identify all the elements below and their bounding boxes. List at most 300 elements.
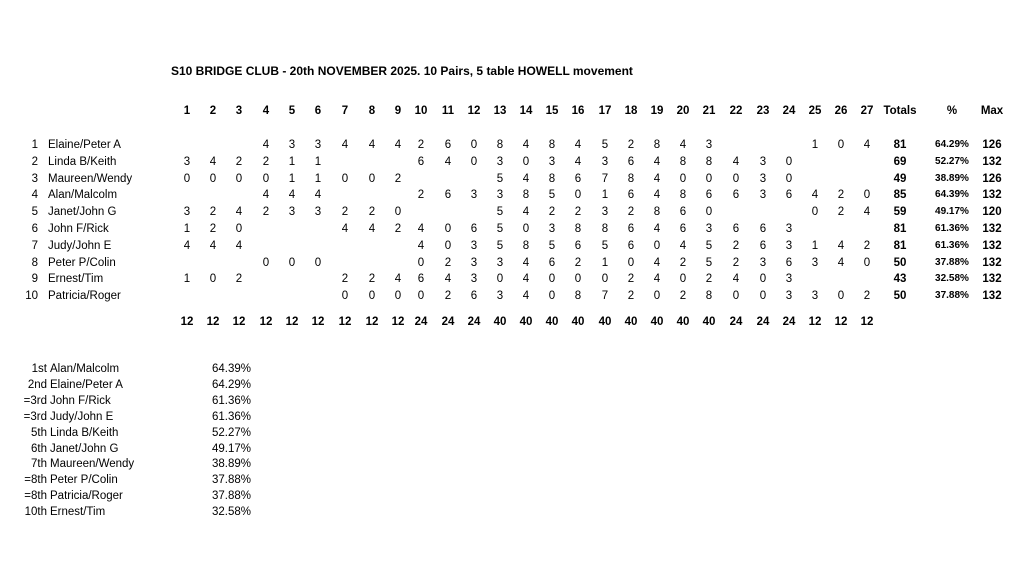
column-max: 40	[519, 316, 533, 328]
score-cell: 0	[863, 189, 871, 201]
score-cell: 3	[496, 156, 504, 168]
score-cell: 3	[314, 139, 322, 151]
score-cell: 4	[394, 139, 402, 151]
score-cell: 1	[288, 156, 296, 168]
score-cell: 1	[601, 189, 609, 201]
column-max: 40	[702, 316, 716, 328]
score-cell: 6	[732, 189, 740, 201]
pair-name: Ernest/Tim	[48, 273, 104, 285]
score-cell: 6	[627, 156, 635, 168]
column-header: 26	[834, 105, 848, 117]
column-header: 6	[314, 105, 322, 117]
totals-header: Totals	[883, 105, 917, 117]
ranking-name: Alan/Malcolm	[50, 363, 120, 375]
ranking-percent: 61.36%	[212, 395, 252, 407]
score-cell: 6	[759, 240, 767, 252]
score-cell: 4	[368, 139, 376, 151]
score-cell: 8	[627, 173, 635, 185]
score-cell: 3	[785, 273, 793, 285]
score-cell: 3	[785, 290, 793, 302]
ranking-percent: 37.88%	[212, 490, 252, 502]
score-cell: 4	[183, 240, 191, 252]
ranking-name: Judy/John E	[50, 411, 114, 423]
percent-header: %	[946, 105, 958, 117]
column-header: 12	[467, 105, 481, 117]
score-cell: 1	[288, 173, 296, 185]
score-cell: 6	[759, 223, 767, 235]
column-max: 24	[467, 316, 481, 328]
column-header: 1	[183, 105, 191, 117]
column-header: 9	[394, 105, 402, 117]
score-cell: 2	[837, 206, 845, 218]
column-max: 12	[285, 316, 299, 328]
column-max: 12	[338, 316, 352, 328]
score-cell: 4	[522, 206, 530, 218]
score-cell: 0	[548, 273, 556, 285]
score-cell: 0	[444, 223, 452, 235]
score-cell: 0	[183, 173, 191, 185]
score-cell: 8	[653, 206, 661, 218]
ranking-name: John F/Rick	[50, 395, 111, 407]
ranking-row	[0, 394, 300, 410]
score-cell: 1	[314, 156, 322, 168]
pair-number: 4	[31, 189, 38, 201]
score-cell: 4	[444, 156, 452, 168]
score-cell: 0	[785, 173, 793, 185]
score-cell: 0	[811, 206, 819, 218]
score-cell: 3	[470, 257, 478, 269]
score-cell: 5	[601, 139, 609, 151]
score-cell: 2	[679, 257, 687, 269]
score-cell: 4	[341, 139, 349, 151]
score-cell: 8	[522, 189, 530, 201]
score-cell: 0	[705, 206, 713, 218]
pair-name: Janet/John G	[48, 206, 117, 218]
total-cell: 81	[893, 240, 907, 252]
ranking-name: Patricia/Roger	[50, 490, 123, 502]
percent-cell: 64.29%	[935, 139, 969, 150]
score-cell: 0	[288, 257, 296, 269]
score-cell: 4	[368, 223, 376, 235]
ranking-percent: 32.58%	[212, 506, 252, 518]
column-max: 40	[571, 316, 585, 328]
score-cell: 0	[653, 290, 661, 302]
column-max: 24	[414, 316, 428, 328]
score-cell: 4	[653, 173, 661, 185]
score-cell: 0	[368, 290, 376, 302]
score-cell: 4	[417, 240, 425, 252]
pair-number: 6	[31, 223, 38, 235]
score-cell: 0	[653, 240, 661, 252]
column-max: 12	[311, 316, 325, 328]
score-cell: 0	[574, 273, 582, 285]
score-cell: 4	[653, 156, 661, 168]
percent-cell: 52.27%	[935, 156, 969, 167]
score-cell: 0	[627, 257, 635, 269]
score-cell: 6	[444, 139, 452, 151]
score-cell: 3	[470, 273, 478, 285]
score-cell: 1	[811, 139, 819, 151]
score-cell: 2	[548, 206, 556, 218]
column-max: 12	[232, 316, 246, 328]
ranking-position: 7th	[31, 458, 47, 470]
total-cell: 59	[893, 206, 907, 218]
score-cell: 2	[732, 240, 740, 252]
score-cell: 0	[470, 139, 478, 151]
pair-name: Patricia/Roger	[48, 290, 121, 302]
score-cell: 2	[627, 290, 635, 302]
score-cell: 7	[601, 173, 609, 185]
ranking-position: =3rd	[23, 411, 47, 423]
score-cell: 3	[548, 156, 556, 168]
column-header: 7	[341, 105, 349, 117]
pair-name: Linda B/Keith	[48, 156, 117, 168]
score-cell: 3	[496, 257, 504, 269]
score-cell: 8	[705, 290, 713, 302]
max-cell: 132	[982, 290, 1002, 302]
score-cell: 3	[811, 290, 819, 302]
score-cell: 2	[394, 173, 402, 185]
total-cell: 69	[893, 156, 907, 168]
score-cell: 0	[548, 290, 556, 302]
ranking-row	[0, 457, 300, 473]
score-cell: 2	[235, 156, 243, 168]
score-cell: 3	[759, 173, 767, 185]
total-cell: 50	[893, 290, 907, 302]
score-cell: 2	[394, 223, 402, 235]
score-cell: 0	[705, 173, 713, 185]
column-header: 8	[368, 105, 376, 117]
score-cell: 4	[341, 223, 349, 235]
column-header: 17	[598, 105, 612, 117]
column-header: 21	[702, 105, 716, 117]
score-cell: 4	[863, 139, 871, 151]
column-header: 22	[729, 105, 743, 117]
score-cell: 0	[209, 173, 217, 185]
pair-number: 2	[31, 156, 38, 168]
score-cell: 3	[785, 223, 793, 235]
score-cell: 0	[496, 273, 504, 285]
ranking-row	[0, 505, 300, 521]
pair-name: Elaine/Peter A	[48, 139, 121, 151]
ranking-percent: 61.36%	[212, 411, 252, 423]
ranking-position: 5th	[31, 427, 47, 439]
score-cell: 8	[496, 139, 504, 151]
max-cell: 126	[982, 139, 1002, 151]
ranking-name: Janet/John G	[50, 443, 119, 455]
ranking-name: Ernest/Tim	[50, 506, 106, 518]
percent-cell: 37.88%	[935, 257, 969, 268]
ranking-name: Peter P/Colin	[50, 474, 118, 486]
score-cell: 0	[341, 290, 349, 302]
score-cell: 3	[288, 206, 296, 218]
score-cell: 2	[574, 257, 582, 269]
score-cell: 6	[785, 257, 793, 269]
score-cell: 4	[209, 240, 217, 252]
score-cell: 6	[679, 223, 687, 235]
score-cell: 4	[288, 189, 296, 201]
ranking-position: 2nd	[27, 379, 47, 391]
ranking-position: 10th	[24, 506, 47, 518]
score-cell: 4	[522, 173, 530, 185]
percent-cell: 61.36%	[935, 240, 969, 251]
score-cell: 6	[417, 156, 425, 168]
score-cell: 4	[811, 189, 819, 201]
score-cell: 2	[732, 257, 740, 269]
total-cell: 50	[893, 257, 907, 269]
ranking-row	[0, 442, 300, 458]
pair-name: John F/Rick	[48, 223, 109, 235]
column-max: 12	[180, 316, 194, 328]
max-cell: 132	[982, 156, 1002, 168]
score-cell: 4	[235, 240, 243, 252]
score-cell: 3	[548, 223, 556, 235]
score-cell: 4	[574, 139, 582, 151]
score-cell: 3	[496, 290, 504, 302]
score-cell: 0	[574, 189, 582, 201]
ranking-position: =8th	[24, 490, 47, 502]
score-cell: 0	[262, 173, 270, 185]
score-cell: 0	[732, 173, 740, 185]
pair-number: 8	[31, 257, 38, 269]
score-cell: 0	[679, 173, 687, 185]
total-cell: 81	[893, 223, 907, 235]
column-header: 24	[782, 105, 796, 117]
score-cell: 3	[470, 240, 478, 252]
score-cell: 2	[444, 257, 452, 269]
total-cell: 85	[893, 189, 907, 201]
score-cell: 0	[262, 257, 270, 269]
score-cell: 3	[705, 223, 713, 235]
score-cell: 8	[705, 156, 713, 168]
pair-number: 1	[31, 139, 38, 151]
pair-number: 5	[31, 206, 38, 218]
score-cell: 6	[732, 223, 740, 235]
score-cell: 2	[417, 189, 425, 201]
score-cell: 8	[653, 139, 661, 151]
score-cell: 5	[496, 223, 504, 235]
score-cell: 0	[417, 257, 425, 269]
ranking-percent: 37.88%	[212, 474, 252, 486]
column-max: 24	[756, 316, 770, 328]
ranking-row	[0, 378, 300, 394]
score-cell: 0	[394, 206, 402, 218]
column-header: 15	[545, 105, 559, 117]
max-cell: 132	[982, 240, 1002, 252]
score-cell: 5	[548, 240, 556, 252]
score-cell: 1	[183, 273, 191, 285]
column-max: 40	[624, 316, 638, 328]
score-cell: 3	[759, 257, 767, 269]
ranking-percent: 52.27%	[212, 427, 252, 439]
column-header: 20	[676, 105, 690, 117]
score-cell: 3	[183, 206, 191, 218]
ranking-row	[0, 489, 300, 505]
score-cell: 4	[732, 273, 740, 285]
score-cell: 4	[394, 273, 402, 285]
score-cell: 0	[235, 173, 243, 185]
score-cell: 4	[444, 273, 452, 285]
column-max: 40	[545, 316, 559, 328]
score-cell: 4	[863, 206, 871, 218]
score-cell: 2	[444, 290, 452, 302]
score-cell: 3	[759, 189, 767, 201]
score-cell: 4	[209, 156, 217, 168]
score-cell: 4	[314, 189, 322, 201]
column-max: 40	[676, 316, 690, 328]
max-header: Max	[980, 105, 1004, 117]
ranking-name: Elaine/Peter A	[50, 379, 123, 391]
ranking-position: 6th	[31, 443, 47, 455]
score-cell: 6	[705, 189, 713, 201]
score-cell: 4	[262, 189, 270, 201]
score-cell: 1	[314, 173, 322, 185]
score-cell: 0	[601, 273, 609, 285]
score-cell: 2	[262, 206, 270, 218]
score-cell: 0	[759, 273, 767, 285]
ranking-position: =3rd	[23, 395, 47, 407]
score-cell: 3	[811, 257, 819, 269]
page-title: S10 BRIDGE CLUB - 20th NOVEMBER 2025. 10 Pairs, 5 table HOWELL movement	[171, 64, 633, 78]
score-cell: 3	[496, 189, 504, 201]
score-cell: 8	[548, 173, 556, 185]
column-header: 10	[414, 105, 428, 117]
score-cell: 0	[522, 223, 530, 235]
column-header: 25	[808, 105, 822, 117]
score-cell: 4	[653, 189, 661, 201]
score-cell: 3	[288, 139, 296, 151]
score-cell: 0	[837, 290, 845, 302]
column-max: 12	[365, 316, 379, 328]
score-cell: 2	[341, 273, 349, 285]
score-cell: 0	[341, 173, 349, 185]
score-cell: 0	[522, 156, 530, 168]
column-max: 40	[598, 316, 612, 328]
score-cell: 2	[863, 290, 871, 302]
score-cell: 0	[314, 257, 322, 269]
percent-cell: 61.36%	[935, 223, 969, 234]
pair-number: 3	[31, 173, 38, 185]
score-cell: 5	[705, 257, 713, 269]
ranking-row	[0, 473, 300, 489]
score-cell: 3	[601, 206, 609, 218]
score-cell: 4	[522, 257, 530, 269]
score-cell: 2	[863, 240, 871, 252]
ranking-name: Linda B/Keith	[50, 427, 119, 439]
score-cell: 2	[209, 223, 217, 235]
ranking-row	[0, 426, 300, 442]
score-cell: 0	[368, 173, 376, 185]
score-cell: 3	[470, 189, 478, 201]
score-cell: 3	[601, 156, 609, 168]
score-cell: 0	[837, 139, 845, 151]
score-cell: 3	[314, 206, 322, 218]
score-cell: 2	[235, 273, 243, 285]
score-cell: 6	[444, 189, 452, 201]
max-cell: 126	[982, 173, 1002, 185]
score-cell: 6	[574, 173, 582, 185]
max-cell: 120	[982, 206, 1002, 218]
score-cell: 0	[863, 257, 871, 269]
score-cell: 4	[653, 223, 661, 235]
score-cell: 3	[183, 156, 191, 168]
score-cell: 2	[837, 189, 845, 201]
score-cell: 5	[496, 206, 504, 218]
max-cell: 132	[982, 223, 1002, 235]
score-cell: 8	[679, 156, 687, 168]
score-cell: 4	[837, 240, 845, 252]
column-max: 12	[860, 316, 874, 328]
score-cell: 4	[262, 139, 270, 151]
total-cell: 49	[893, 173, 907, 185]
score-cell: 4	[653, 257, 661, 269]
score-cell: 2	[627, 273, 635, 285]
score-cell: 5	[705, 240, 713, 252]
score-cell: 2	[209, 206, 217, 218]
column-header: 2	[209, 105, 217, 117]
score-cell: 1	[811, 240, 819, 252]
ranking-position: =8th	[24, 474, 47, 486]
score-cell: 5	[496, 173, 504, 185]
max-cell: 132	[982, 189, 1002, 201]
score-cell: 7	[601, 290, 609, 302]
max-cell: 132	[982, 273, 1002, 285]
score-cell: 0	[759, 290, 767, 302]
score-cell: 8	[574, 223, 582, 235]
total-cell: 43	[893, 273, 907, 285]
ranking-percent: 64.29%	[212, 379, 252, 391]
score-cell: 6	[548, 257, 556, 269]
score-cell: 4	[679, 240, 687, 252]
score-cell: 3	[759, 156, 767, 168]
pair-number: 7	[31, 240, 38, 252]
score-cell: 5	[496, 240, 504, 252]
column-header: 11	[441, 105, 455, 117]
score-cell: 8	[574, 290, 582, 302]
column-max: 40	[650, 316, 664, 328]
column-max: 12	[391, 316, 405, 328]
score-cell: 8	[601, 223, 609, 235]
score-cell: 4	[574, 156, 582, 168]
score-cell: 6	[679, 206, 687, 218]
score-cell: 6	[627, 223, 635, 235]
score-cell: 4	[679, 139, 687, 151]
score-cell: 2	[627, 139, 635, 151]
column-header: 16	[571, 105, 585, 117]
column-header: 27	[860, 105, 874, 117]
column-max: 40	[493, 316, 507, 328]
column-header: 13	[493, 105, 507, 117]
score-cell: 0	[679, 273, 687, 285]
column-header: 4	[262, 105, 270, 117]
pair-number: 10	[25, 290, 38, 302]
column-header: 3	[235, 105, 243, 117]
percent-cell: 64.39%	[935, 189, 969, 200]
score-cell: 2	[368, 206, 376, 218]
percent-cell: 32.58%	[935, 273, 969, 284]
score-cell: 0	[235, 223, 243, 235]
column-header: 5	[288, 105, 296, 117]
score-cell: 0	[417, 290, 425, 302]
score-cell: 4	[417, 223, 425, 235]
ranking-percent: 38.89%	[212, 458, 252, 470]
column-max: 24	[729, 316, 743, 328]
pair-name: Peter P/Colin	[48, 257, 116, 269]
score-cell: 6	[417, 273, 425, 285]
score-cell: 2	[341, 206, 349, 218]
score-cell: 6	[627, 240, 635, 252]
score-cell: 2	[417, 139, 425, 151]
